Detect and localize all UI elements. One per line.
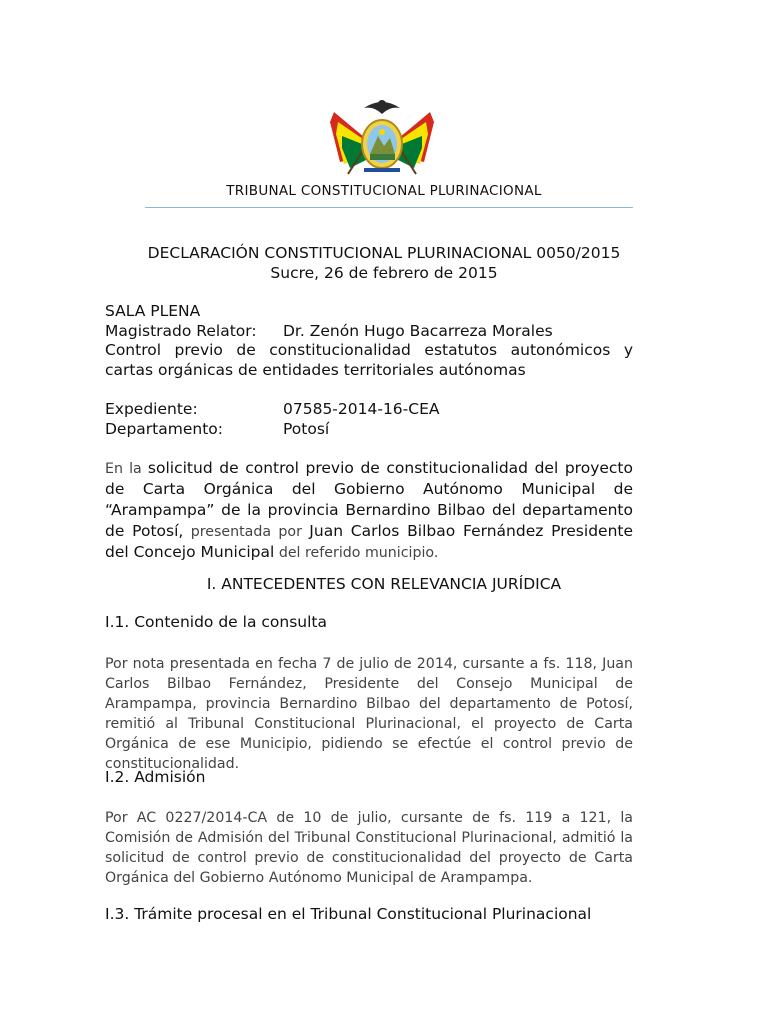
expediente-label: Expediente: <box>105 400 198 418</box>
paragraph-admision: Por AC 0227/2014-CA de 10 de julio, cursante de fs. 119 a 121, la Comisión de Admisión del Tribunal Constitucional Plurinacional, admitió la solicitud de control previo de constitucionalidad del proyecto de Carta Orgánica del Gobierno Autónomo Municipal de Arampampa. <box>105 810 633 886</box>
sala-block <box>105 302 633 380</box>
intro-text-2: presentada por <box>183 524 310 540</box>
declaration-number: DECLARACIÓN CONSTITUCIONAL PLURINACIONAL 0050/2015 <box>147 244 621 262</box>
departamento-value: Potosí <box>283 419 330 438</box>
bolivia-coat-of-arms-icon <box>320 92 444 184</box>
relator-label: Magistrado Relator: <box>105 321 257 340</box>
heading-admision: I.2. Admisión <box>105 768 206 786</box>
relator-value: Dr. Zenón Hugo Bacarreza Morales <box>283 321 553 340</box>
header-divider <box>145 207 633 208</box>
intro-text-3: del referido municipio. <box>274 545 439 561</box>
departamento-label: Departamento: <box>105 419 223 438</box>
intro-text-1: En la <box>105 461 148 477</box>
relator-row <box>105 322 633 342</box>
sala-name: SALA PLENA <box>105 302 201 320</box>
intro-paragraph <box>105 458 633 563</box>
section-antecedentes: I. ANTECEDENTES CON RELEVANCIA JURÍDICA <box>206 575 562 593</box>
paragraph-contenido: Por nota presentada en fecha 7 de julio de 2014, cursante a fs. 118, Juan Carlos Bilbao Fernández, Presidente del Consejo Municipal de Arampampa, provincia Bernardino Bilbao del departamento de Potosí, remitió al Tribunal Constitucional Plurinacional, el proyecto de Carta Orgánica de ese Municipio, pidiendo se efectúe el control previo de constitucionalidad. <box>105 656 633 772</box>
expediente-block <box>105 400 633 439</box>
expediente-value: 07585-2014-16-CEA <box>283 400 440 418</box>
intro-bold-2: Juan Carlos Bilbao Fernández Presidente del Concejo Municipal <box>105 522 634 561</box>
declaration-title <box>0 243 768 283</box>
institution-name: TRIBUNAL CONSTITUCIONAL PLURINACIONAL <box>226 183 542 199</box>
control-description: Control previo de constitucionalidad estatutos autonómicos y cartas orgánicas de entidades territoriales autónomas <box>105 341 633 379</box>
heading-contenido: I.1. Contenido de la consulta <box>105 613 327 631</box>
expediente-row <box>105 400 633 420</box>
departamento-row <box>105 420 633 440</box>
heading-tramite: I.3. Trámite procesal en el Tribunal Constitucional Plurinacional <box>105 905 592 923</box>
declaration-date: Sucre, 26 de febrero de 2015 <box>270 264 498 282</box>
intro-bold-1: solicitud de control previo de constitucionalidad del proyecto de Carta Orgánica del Gobierno Autónomo Municipal de “Arampampa” de la provincia Bernardino Bilbao del departamento de Potosí, <box>105 459 633 540</box>
